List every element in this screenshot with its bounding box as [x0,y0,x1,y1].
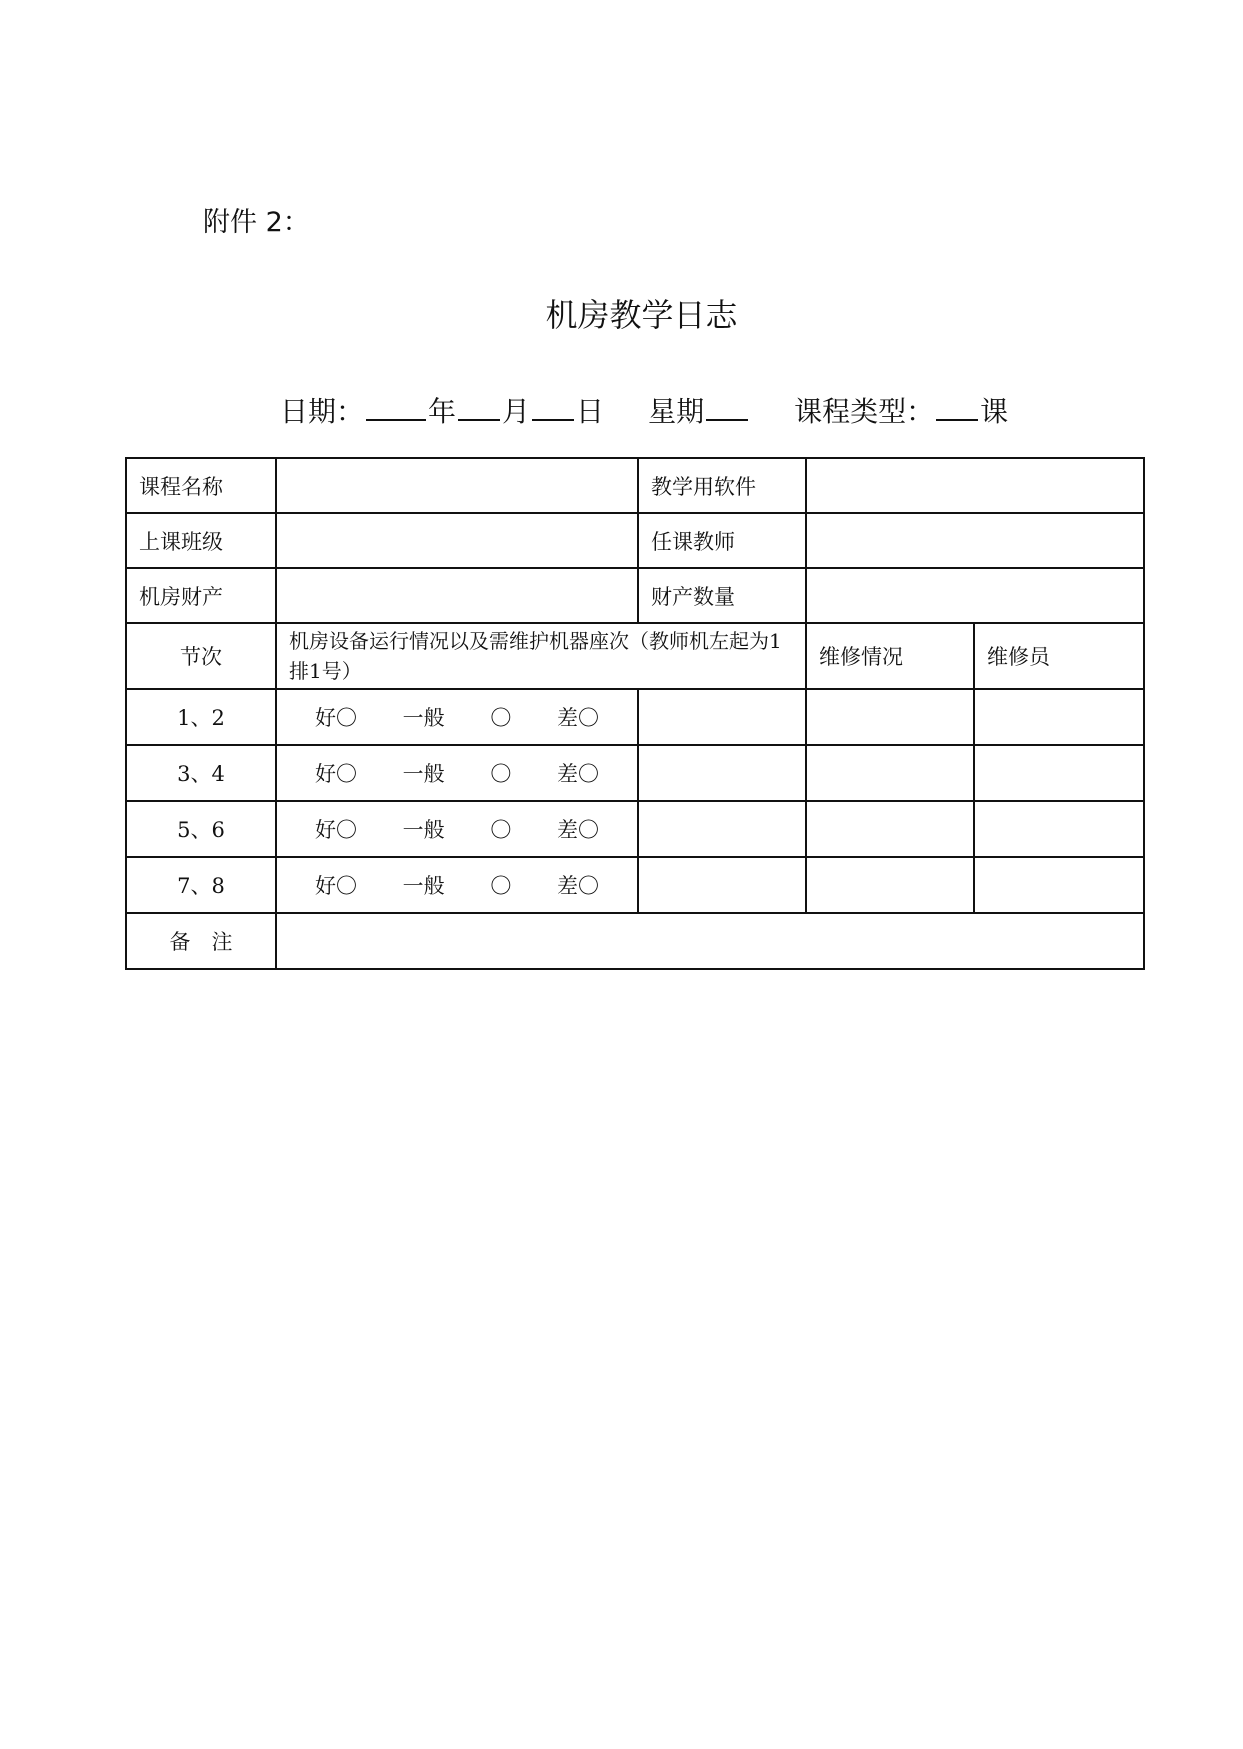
status-poor-option[interactable]: 差〇 [556,874,599,898]
status-fair-option[interactable]: 一般 [402,706,445,730]
repair-field[interactable] [806,745,974,801]
period-cell: 1、2 [126,689,276,745]
year-blank[interactable] [366,393,426,421]
status-fair-mark[interactable]: 〇 [490,706,512,730]
seat-field[interactable] [638,745,806,801]
repair-field[interactable] [806,689,974,745]
table-row [126,689,1144,745]
status-cell [276,801,638,857]
status-fair-option[interactable]: 一般 [402,874,445,898]
repairer-field[interactable] [974,689,1144,745]
teaching-log-table [125,457,1145,970]
software-field[interactable] [806,458,1144,513]
period-cell: 7、8 [126,857,276,913]
table-row [126,513,1144,568]
status-cell [276,689,638,745]
status-poor-option[interactable]: 差〇 [556,762,599,786]
attachment-label: 附件 2： [203,207,310,238]
asset-count-field[interactable] [806,568,1144,623]
status-fair-mark[interactable]: 〇 [490,762,512,786]
course-type-label: 课程类型： [794,395,935,428]
course-name-label: 课程名称 [126,458,276,513]
seat-field[interactable] [638,801,806,857]
date-label: 日期： [280,395,365,428]
status-good-option[interactable]: 好〇 [315,874,357,898]
period-header: 节次 [126,623,276,689]
course-name-field[interactable] [276,458,638,513]
repairer-field[interactable] [974,857,1144,913]
seat-field[interactable] [638,689,806,745]
day-label: 日 [576,395,605,428]
table-row [126,623,1144,689]
course-type-blank[interactable] [936,393,978,421]
status-cell [276,857,638,913]
status-cell [276,745,638,801]
date-line [280,390,1008,430]
table-row [126,801,1144,857]
repair-field[interactable] [806,857,974,913]
year-label: 年 [428,395,457,428]
month-label: 月 [502,395,531,428]
status-poor-option[interactable]: 差〇 [556,818,599,842]
page-title: 机房教学日志 [545,296,738,334]
class-field[interactable] [276,513,638,568]
repairer-field[interactable] [974,745,1144,801]
status-fair-mark[interactable]: 〇 [490,818,512,842]
software-label: 教学用软件 [638,458,806,513]
table-row [126,568,1144,623]
status-fair-option[interactable]: 一般 [402,818,445,842]
asset-count-label: 财产数量 [638,568,806,623]
repairer-header: 维修员 [974,623,1144,689]
status-good-option[interactable]: 好〇 [315,706,357,730]
notes-label: 备 注 [126,913,276,969]
status-fair-mark[interactable]: 〇 [490,874,512,898]
equipment-header: 机房设备运行情况以及需维护机器座次（教师机左起为1排1号） [276,623,806,689]
table-row [126,913,1144,969]
table-row [126,458,1144,513]
table-row [126,857,1144,913]
weekday-label: 星期 [648,395,705,428]
teacher-label: 任课教师 [638,513,806,568]
table-row [126,745,1144,801]
day-blank[interactable] [532,393,574,421]
month-blank[interactable] [458,393,500,421]
period-cell: 5、6 [126,801,276,857]
status-good-option[interactable]: 好〇 [315,818,357,842]
class-label: 上课班级 [126,513,276,568]
status-good-option[interactable]: 好〇 [315,762,357,786]
status-poor-option[interactable]: 差〇 [556,706,599,730]
repair-header: 维修情况 [806,623,974,689]
weekday-blank[interactable] [706,393,748,421]
room-assets-label: 机房财产 [126,568,276,623]
notes-field[interactable] [276,913,1144,969]
status-fair-option[interactable]: 一般 [402,762,445,786]
period-cell: 3、4 [126,745,276,801]
seat-field[interactable] [638,857,806,913]
teacher-field[interactable] [806,513,1144,568]
course-suffix: 课 [980,395,1009,428]
repair-field[interactable] [806,801,974,857]
repairer-field[interactable] [974,801,1144,857]
room-assets-field[interactable] [276,568,638,623]
